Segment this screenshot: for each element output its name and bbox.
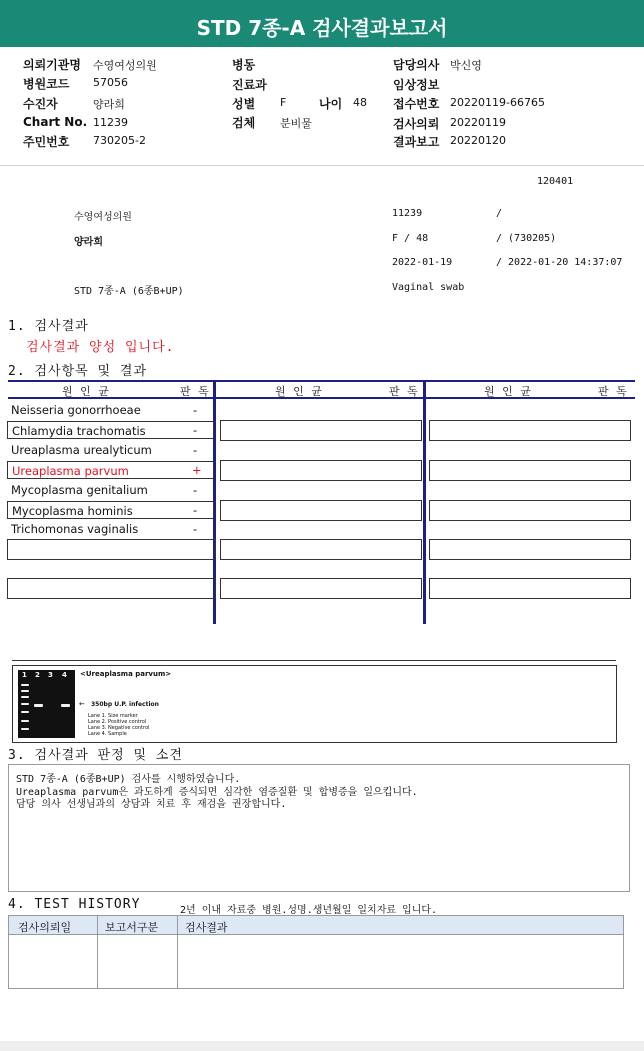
info-patient: 양라희 (74, 237, 103, 248)
col-header-judgment-1: 판 독 (180, 385, 211, 398)
lane-number: 2 (35, 671, 40, 679)
info-request-date: 2022-01-19 (392, 257, 453, 268)
value-patient: 양라희 (93, 98, 125, 111)
value-doctor: 박신영 (450, 59, 482, 72)
empty-row (220, 420, 422, 441)
label-age: 나이 (319, 97, 343, 111)
label-receipt-no: 접수번호 (393, 97, 440, 111)
info-birth: / (730205) (496, 233, 557, 244)
empty-row (429, 420, 631, 441)
comment-line: 담당 의사 선생님과의 상담과 치료 후 재검을 권장합니다. (16, 799, 287, 810)
marker-band (21, 711, 29, 713)
history-col-divider (97, 916, 98, 988)
empty-row (429, 578, 631, 599)
report-title: STD 7종-A 검사결과보고서 (0, 0, 644, 47)
gel-image-panel (12, 665, 617, 743)
lane-number: 1 (22, 671, 27, 679)
result-value: - (193, 503, 198, 517)
legend-item: Lane 3. Negative control (88, 725, 150, 731)
history-header-result: 검사결과 (185, 921, 228, 934)
label-doctor: 담당의사 (393, 58, 440, 72)
value-specimen: 분비물 (280, 117, 312, 130)
value-age: 48 (353, 96, 367, 109)
marker-band (21, 696, 29, 698)
result-row (7, 421, 214, 439)
section1-title: 1. 검사결과 (8, 319, 89, 334)
value-sex: F (280, 96, 287, 109)
value-report-date: 20220120 (450, 134, 506, 147)
info-specimen: Vaginal swab (392, 282, 465, 293)
history-header-report-type: 보고서구분 (105, 921, 159, 934)
info-hospital: 수영여성의원 (74, 212, 132, 223)
empty-row (7, 578, 216, 599)
col-header-organism-2: 원 인 균 (275, 385, 324, 398)
lane-number: 3 (48, 671, 53, 679)
col-header-organism-1: 원 인 균 (62, 385, 111, 398)
history-table (8, 915, 624, 989)
section3-title: 3. 검사결과 판정 및 소견 (8, 748, 183, 763)
legend-item: Lane 2. Positive control (88, 719, 147, 725)
result-row-positive (7, 461, 214, 479)
result-row (7, 520, 214, 538)
label-report-date: 결과보고 (393, 135, 440, 149)
header-divider (0, 165, 644, 166)
marker-band (21, 728, 29, 730)
history-header-row (9, 916, 623, 935)
lane-number: 4 (62, 671, 67, 679)
col-header-organism-3: 원 인 균 (484, 385, 533, 398)
result-value: - (193, 423, 198, 437)
empty-row (220, 539, 422, 560)
legend-item: Lane 1. Size marker (88, 713, 138, 719)
section4-title: 4. TEST HISTORY (8, 897, 141, 912)
label-hospital: 의뢰기관명 (23, 58, 81, 72)
info-sex-age: F / 48 (392, 233, 429, 244)
result-row (7, 401, 214, 419)
comment-line: STD 7종-A (6종B+UP) 검사를 시행하였습니다. (16, 774, 241, 785)
empty-row (429, 460, 631, 481)
empty-row (220, 460, 422, 481)
value-resident-no: 730205-2 (93, 134, 146, 147)
value-chart-no: 11239 (93, 116, 128, 129)
empty-row (7, 539, 216, 560)
marker-band (21, 690, 29, 692)
label-hospital-code: 병원코드 (23, 77, 70, 91)
label-patient: 수진자 (23, 97, 58, 111)
table-top-rule (8, 380, 635, 382)
positive-control-band (34, 704, 43, 707)
report-code: 120401 (537, 176, 574, 187)
label-request-date: 검사의뢰 (393, 117, 440, 131)
comment-line: Ureaplasma parvum은 과도하게 증식되면 심각한 염증질환 및 합병증을 일으킵니다. (16, 787, 418, 798)
history-col-divider (177, 916, 178, 988)
empty-row (220, 578, 422, 599)
result-row (7, 441, 214, 459)
organism-name: Mycoplasma hominis (12, 504, 133, 518)
result-value: + (192, 463, 202, 477)
value-receipt-no: 20220119-66765 (450, 96, 545, 109)
organism-name: Chlamydia trachomatis (12, 424, 146, 438)
gel-image (18, 670, 75, 738)
info-test-name: STD 7종-A (6종B+UP) (74, 286, 184, 297)
overall-result: 검사결과 양성 입니다. (26, 340, 175, 355)
result-value: - (193, 443, 198, 457)
comment-box (8, 764, 630, 892)
organism-name: Ureaplasma parvum (12, 464, 129, 478)
label-sex: 성별 (232, 97, 256, 111)
organism-name: Mycoplasma genitalium (11, 483, 148, 497)
marker-band (21, 703, 29, 705)
history-header-request-date: 검사의뢰일 (18, 921, 72, 934)
sample-band (61, 704, 70, 707)
value-hospital: 수영여성의원 (93, 59, 157, 72)
empty-row (429, 500, 631, 521)
label-department: 진료과 (232, 78, 267, 92)
organism-name: Trichomonas vaginalis (11, 522, 139, 536)
label-ward: 병동 (232, 58, 256, 72)
gel-top-rule (12, 660, 616, 661)
info-chart: 11239 (392, 208, 423, 219)
column-divider-2 (423, 380, 426, 624)
col-header-judgment-3: 판 독 (598, 385, 629, 398)
empty-row (429, 539, 631, 560)
value-request-date: 20220119 (450, 116, 506, 129)
section2-title: 2. 검사항목 및 결과 (8, 364, 148, 379)
col-header-judgment-2: 판 독 (389, 385, 420, 398)
gel-arrow-label: 350bp U.P. infection (91, 701, 159, 708)
result-row (7, 501, 214, 519)
result-value: - (193, 483, 198, 497)
empty-row (220, 500, 422, 521)
marker-band (21, 684, 29, 686)
label-resident-no: 주민번호 (23, 135, 70, 149)
gel-legend (88, 713, 149, 737)
info-report-datetime: / 2022-01-20 14:37:07 (496, 257, 623, 268)
marker-band (21, 720, 29, 722)
value-hospital-code: 57056 (93, 76, 128, 89)
label-chart-no: Chart No. (23, 115, 88, 129)
history-note: 2년 이내 자료중 병원.성명.생년월일 일치자료 입니다. (180, 905, 438, 916)
label-specimen: 검체 (232, 116, 256, 130)
legend-item: Lane 4. Sample (88, 731, 127, 737)
arrow-icon: ← (79, 700, 85, 708)
label-clinical-info: 임상정보 (393, 78, 440, 92)
gel-title: <Ureaplasma parvum> (80, 670, 172, 678)
info-slash: / (496, 208, 503, 219)
result-value: - (193, 403, 198, 417)
result-value: - (193, 522, 198, 536)
result-row (7, 481, 214, 499)
organism-name: Ureaplasma urealyticum (11, 443, 152, 457)
organism-name: Neisseria gonorrhoeae (11, 403, 141, 417)
page-footer-strip (0, 1041, 644, 1051)
